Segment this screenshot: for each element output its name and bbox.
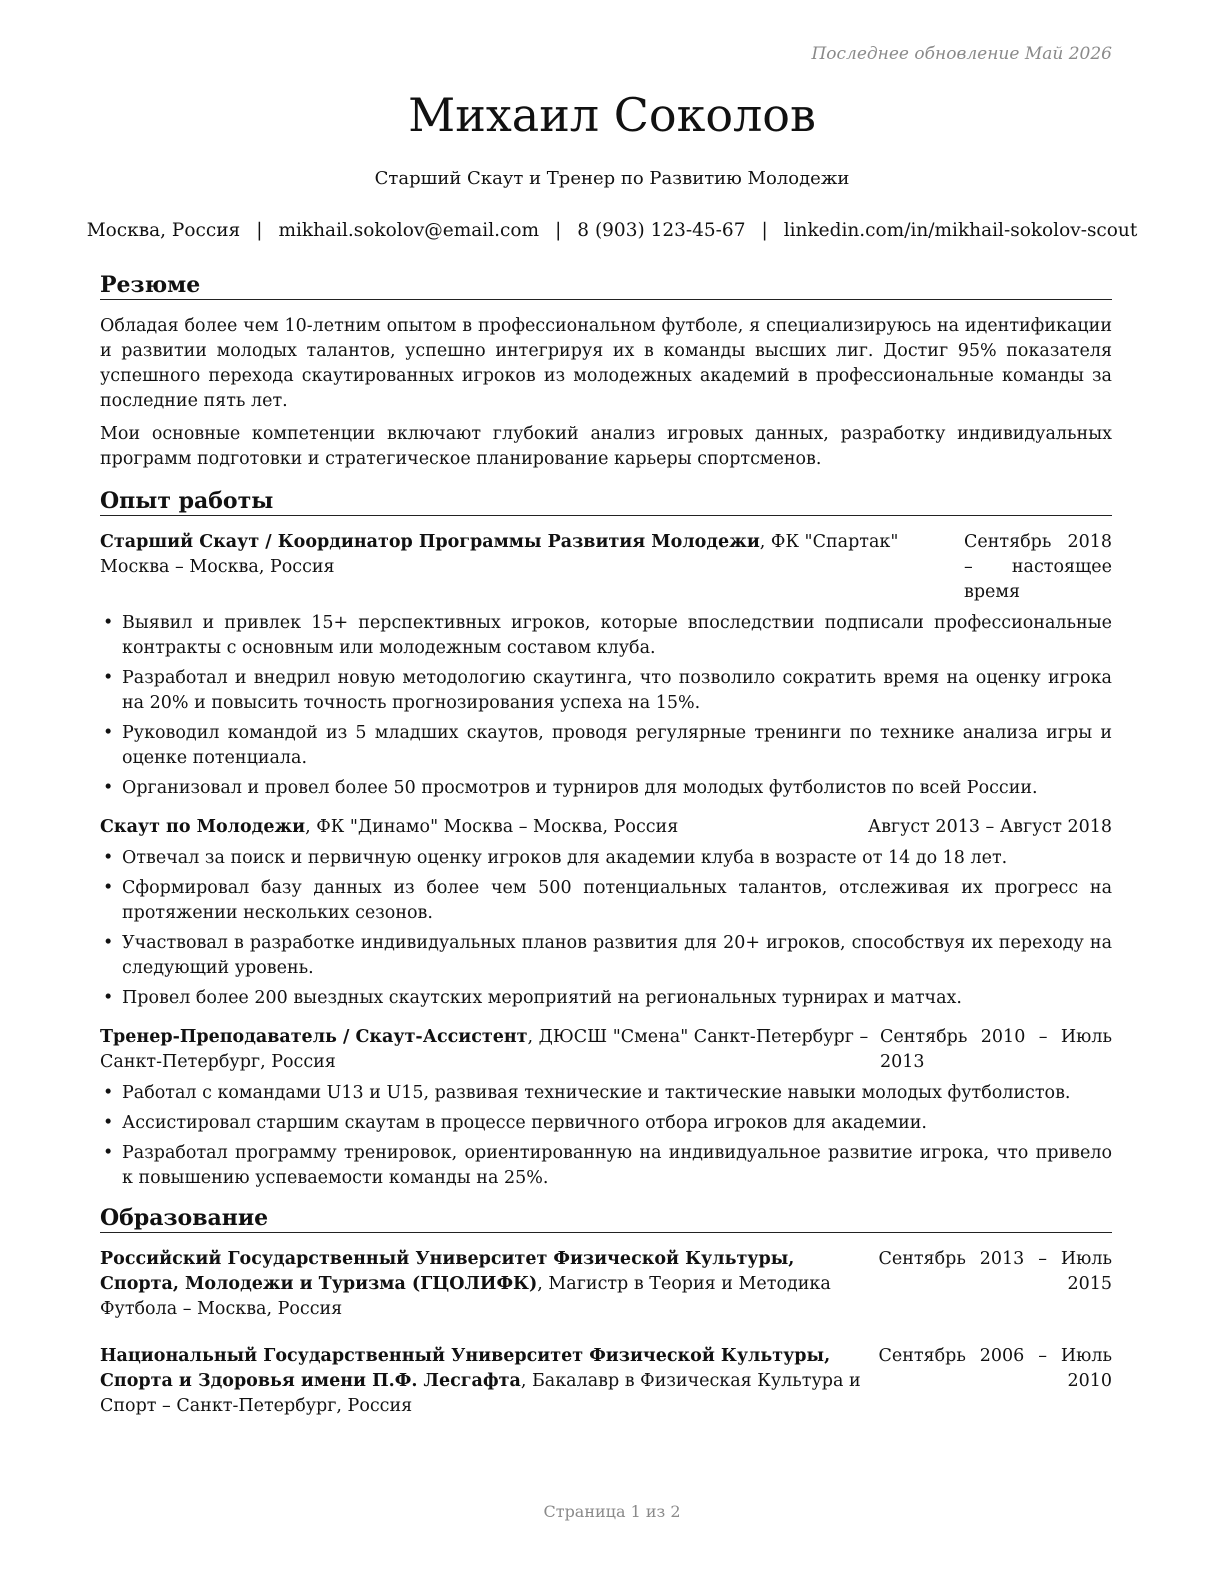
job-org: , ФК "Спартак" Москва – Москва, Россия bbox=[100, 532, 899, 577]
summary-section bbox=[100, 272, 1112, 472]
separator: | bbox=[256, 220, 263, 241]
list-item: • Работал с командами U13 и U15, развивая технические и тактические навыки молодых футболистов. bbox=[100, 1081, 1112, 1106]
degree-detail: , Магистр в Теория и Методика Футбола – Москва, Россия bbox=[100, 1274, 831, 1319]
job-bullets bbox=[100, 846, 1112, 1011]
job-role: Старший Скаут / Координатор Программы Развития Молодежи bbox=[100, 532, 760, 552]
job-entry bbox=[100, 1025, 1112, 1191]
person-name: Михаил Соколов bbox=[408, 88, 816, 142]
list-item: • Участвовал в разработке индивидуальных планов развития для 20+ игроков, способствуя их переходу на следующий уровень. bbox=[100, 931, 1112, 981]
job-dates: Август 2013 – Август 2018 bbox=[867, 817, 1112, 837]
job-entry bbox=[100, 530, 1112, 801]
job-position bbox=[100, 1025, 872, 1075]
job-dates: Сентябрь 2018 – настоящее время bbox=[964, 532, 1112, 602]
summary-paragraph: Мои основные компетенции включают глубокий анализ игровых данных, разработку индивидуальных программ подготовки и стратегическое планирование карьеры спортсменов. bbox=[100, 424, 1112, 469]
job-role: Скаут по Молодежи bbox=[100, 817, 306, 837]
section-title-education: Образование bbox=[100, 1205, 1112, 1233]
job-bullets bbox=[100, 1081, 1112, 1191]
dates-line: 2010 bbox=[1067, 1371, 1112, 1391]
job-org: , ДЮСШ "Смена" Санкт-Петербург – Санкт-Петербург, Россия bbox=[100, 1027, 869, 1072]
school-name: Российский Государственный Университет Физической Культуры, Спорта, Молодежи и Туризма (ГЦОЛИФК) bbox=[100, 1249, 795, 1294]
list-item: • Руководил командой из 5 младших скаутов, проводя регулярные тренинги по технике анализа игры и оценке потенциала. bbox=[100, 721, 1112, 771]
job-entry bbox=[100, 815, 1112, 1011]
education-dates bbox=[878, 1247, 1112, 1322]
education-section bbox=[100, 1205, 1112, 1419]
job-position bbox=[100, 530, 956, 605]
contact-line bbox=[0, 220, 1224, 241]
contact-location: Москва, Россия bbox=[86, 220, 241, 241]
job-title: Старший Скаут и Тренер по Развитию Молодежи bbox=[374, 168, 850, 189]
contact-phone: 8 (903) 123-45-67 bbox=[577, 220, 746, 241]
degree-detail: , Бакалавр в Физическая Культура и Спорт – Санкт-Петербург, Россия bbox=[100, 1371, 861, 1416]
contact-email[interactable]: mikhail.sokolov@email.com bbox=[278, 220, 540, 241]
dates-line: Сентябрь 2006 – Июль bbox=[878, 1346, 1112, 1366]
separator: | bbox=[555, 220, 562, 241]
job-position bbox=[100, 815, 860, 840]
job-bullets bbox=[100, 611, 1112, 801]
summary-paragraph: Обладая более чем 10-летним опытом в профессиональном футболе, я специализируюсь на идентификации и развитии молодых талантов, успешно интегрируя их в команды высших лиг. Достиг 95% показателя успешного перехода скаутированных игроков из молодежных академий в профессиональные команды за последние пять лет. bbox=[100, 316, 1112, 411]
job-header bbox=[100, 530, 1112, 605]
education-dates bbox=[878, 1344, 1112, 1419]
list-item: • Выявил и привлек 15+ перспективных игроков, которые впоследствии подписали профессиональные контракты с основным или молодежным составом клуба. bbox=[100, 611, 1112, 661]
list-item: • Ассистировал старшим скаутам в процессе первичного отбора игроков для академии. bbox=[100, 1111, 1112, 1136]
page-number: Страница 1 из 2 bbox=[543, 1502, 681, 1521]
education-institution bbox=[100, 1247, 878, 1322]
job-org: , ФК "Динамо" Москва – Москва, Россия bbox=[305, 817, 679, 837]
section-title-experience: Опыт работы bbox=[100, 488, 1112, 516]
list-item: • Разработал программу тренировок, ориентированную на индивидуальное развитие игрока, что привело к повышению успеваемости команды на 25%. bbox=[100, 1141, 1112, 1191]
education-institution bbox=[100, 1344, 878, 1419]
dates-line: 2015 bbox=[1067, 1274, 1112, 1294]
job-header bbox=[100, 1025, 1112, 1075]
job-role: Тренер-Преподаватель / Скаут-Ассистент bbox=[100, 1027, 528, 1047]
last-updated: Последнее обновление Май 2026 bbox=[811, 44, 1112, 64]
separator: | bbox=[761, 220, 768, 241]
experience-section bbox=[100, 488, 1112, 1191]
list-item: • Разработал и внедрил новую методологию скаутинга, что позволило сократить время на оценку игрока на 20% и повысить точность прогнозирования успеха на 15%. bbox=[100, 666, 1112, 716]
job-header bbox=[100, 815, 1112, 840]
list-item: • Организовал и провел более 50 просмотров и турниров для молодых футболистов по всей России. bbox=[100, 776, 1112, 801]
section-title-summary: Резюме bbox=[100, 272, 1112, 300]
list-item: • Сформировал базу данных из более чем 500 потенциальных талантов, отслеживая их прогресс на протяжении нескольких сезонов. bbox=[100, 876, 1112, 926]
school-name: Национальный Государственный Университет Физической Культуры, Спорта и Здоровья имени П.Ф. Лесгафта bbox=[100, 1346, 831, 1391]
contact-linkedin[interactable]: linkedin.com/in/mikhail-sokolov-scout bbox=[783, 220, 1138, 241]
dates-line: Сентябрь 2013 – Июль bbox=[878, 1249, 1112, 1269]
education-entry bbox=[100, 1247, 1112, 1322]
job-dates: Сентябрь 2010 – Июль 2013 bbox=[880, 1027, 1112, 1072]
resume-content bbox=[100, 272, 1112, 1441]
list-item: • Отвечал за поиск и первичную оценку игроков для академии клуба в возрасте от 14 до 18 лет. bbox=[100, 846, 1112, 871]
education-entry bbox=[100, 1344, 1112, 1419]
list-item: • Провел более 200 выездных скаутских мероприятий на региональных турнирах и матчах. bbox=[100, 986, 1112, 1011]
